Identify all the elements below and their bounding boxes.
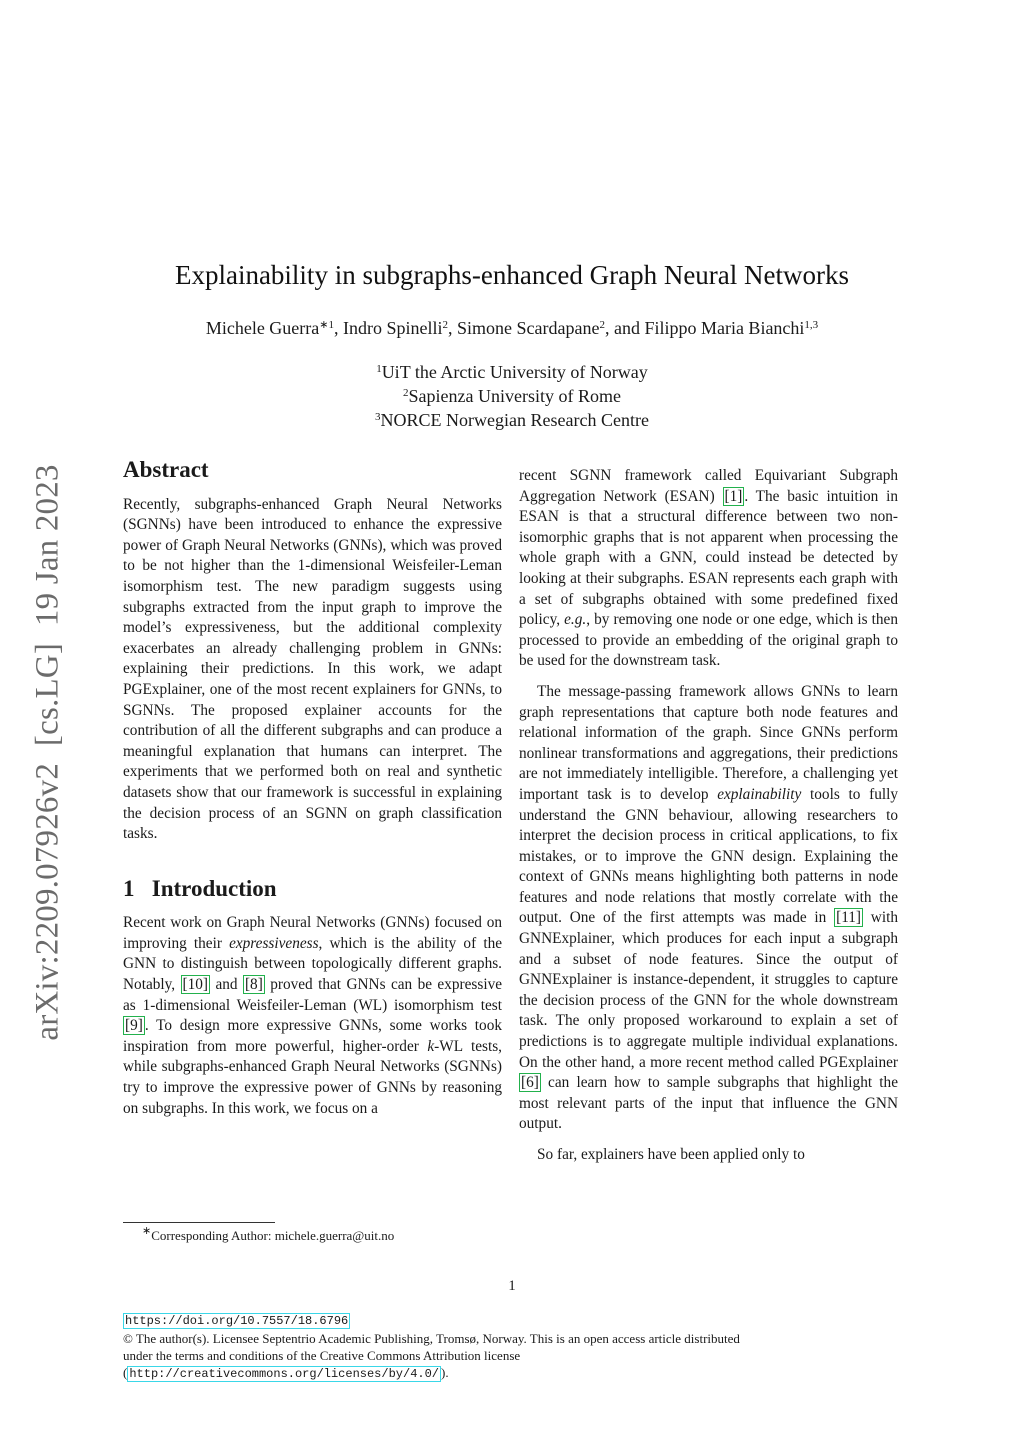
body-paragraph: So far, explainers have been applied only to (537, 1146, 805, 1163)
affiliation-text: NORCE Norwegian Research Centre (380, 410, 649, 430)
body-paragraph: recent SGNN framework called Equivariant Subgraph Aggregation Network (ESAN) [1] . The basic intuition in ESAN is that a structural difference between two non-isomorphic graphs that is not apparent when processing the whole graph with a GNN, could instead be detected by looking at their subgraphs. ESAN represents each graph with a set of subgraphs obtained with some predefined fixed policy, e.g., by removing one node or one edge, which is then processed to provide an embedding of the original graph to be used for the downstream task. (519, 467, 898, 670)
paper-title: Explainability in subgraphs-enhanced Graph Neural Networks (174, 260, 850, 290)
author-name: , and Filippo Maria Bianchi (604, 318, 805, 338)
license-url-link[interactable]: http://creativecommons.org/licenses/by/4.0/ (129, 1367, 439, 1381)
affiliation-superscript: 1 (376, 363, 382, 375)
doi-link[interactable]: https://doi.org/10.7557/18.6796 (125, 1314, 349, 1328)
affiliation-superscript: 3 (375, 411, 381, 423)
left-column (123, 457, 503, 1119)
arxiv-identifier (22, 455, 74, 1050)
affiliation-superscript: 2 (403, 387, 409, 399)
author-name: , Simone Scardapane (448, 318, 600, 338)
arxiv-label: arXiv:2209.07926v2 [cs.LG] 19 Jan 2023 (29, 464, 66, 1041)
intro-paragraph: Recent work on Graph Neural Networks (GNNs) focused on improving their expressiveness, which is the ability of the GNN to distinguish between topologically different graphs. Notably, [10] and [8] proved that GNNs can be expressive as 1-dimensional Weisfeiler-Leman (WL) isomorphism test [9] . To design more expressive GNNs, some works took inspiration from more powerful, higher-order k-WL tests, while subgraphs-enhanced Graph Neural Networks (SGNNs) try to improve the expressive power of GNNs by reasoning on subgraphs. In this work, we focus on a (123, 914, 503, 1117)
author-superscript: 1,3 (804, 319, 819, 331)
body-paragraph: The message-passing framework allows GNNs to learn graph representations that capture both node features and relational information of the graph. Since GNNs perform nonlinear transformations and aggregations, their predictions are not immediately intelligible. Therefore, a challenging yet important task is to develop explainability tools to fully understand the GNN behaviour, allowing researchers to interpret the decision process in critical applications, to fix mistakes, or to improve the GNN design. Explaining the context of GNNs means highlighting both patterns in node features and node relations that mostly correlate with the output. One of the first attempts was made in [11] with GNNExplainer, which produces for each input a subgraph and a subset of node features. Since the output of GNNExplainer is instance-dependent, it struggles to capture the decision process of the GNN for the whole downstream task. The only proposed workaround to explain a set of predictions is to aggregate multiple individual explanations. On the other hand, a more recent method called PGExplainer [6] can learn how to sample subgraphs that highlight the most relevant parts of the input that influence the GNN output. (519, 682, 898, 1133)
author-name: Michele Guerra (205, 318, 320, 338)
affiliation-line (0, 360, 1024, 384)
license-line: © The author(s). Licensee Septentrio Academic Publishing, Tromsø, Norway. This is an open access article distributed (123, 1331, 740, 1346)
paren: ). (441, 1365, 449, 1380)
page-number: 1 (508, 1278, 516, 1294)
footnote-text: Corresponding Author: michele.guerra@uit.no (151, 1228, 395, 1243)
author-name: , Indro Spinelli (334, 318, 443, 338)
abstract-heading: Abstract (123, 457, 209, 482)
citation-link[interactable]: [9] (125, 1017, 143, 1035)
author-superscript: 2 (599, 319, 605, 331)
affiliations (0, 360, 1024, 432)
citation-link[interactable]: [10] (182, 976, 209, 994)
introduction-heading: 1 Introduction (123, 875, 277, 901)
right-column (519, 466, 898, 1166)
abstract-text: Recently, subgraphs-enhanced Graph Neural Networks (SGNNs) have been introduced to enhance the expressive power of Graph Neural Networks (GNNs), which was proved to be not higher than the 1-dimensional Weisfeiler-Leman isomorphism test. The new paradigm suggests using subgraphs extracted from the input graph to improve the model’s expressiveness, but the additional complexity exacerbates an already challenging problem in GNNs: explaining their predictions. In this work, we adapt PGExplainer, one of the most recent explainers for GNNs, to SGNNs. The proposed explainer accounts for the contribution of all the different subgraphs and can produce a meaningful explanation that humans can interpret. The experiments that we performed both on real and synthetic datasets show that our framework is successful in explaining the decision process of an SGNN on graph classification tasks. (123, 495, 502, 843)
footnote (142, 1225, 395, 1244)
footnote-divider (123, 1222, 275, 1223)
citation-link[interactable]: [6] (521, 1074, 539, 1092)
author-superscript: 2 (442, 319, 448, 331)
citation-link[interactable]: [11] (836, 909, 862, 927)
author-superscript: ∗1 (319, 319, 334, 331)
affiliation-line (0, 384, 1024, 408)
citation-link[interactable]: [8] (244, 976, 263, 994)
license-footer (123, 1311, 903, 1383)
affiliation-text: UiT the Arctic University of Norway (381, 362, 648, 382)
footnote-mark: ∗ (142, 1225, 152, 1237)
citation-link[interactable]: [1] (724, 487, 743, 505)
author-list (0, 318, 1024, 339)
affiliation-text: Sapienza University of Rome (408, 386, 621, 406)
paren: ( (123, 1365, 128, 1380)
license-line: under the terms and conditions of the Creative Commons Attribution license (123, 1348, 521, 1363)
affiliation-line (0, 408, 1024, 432)
